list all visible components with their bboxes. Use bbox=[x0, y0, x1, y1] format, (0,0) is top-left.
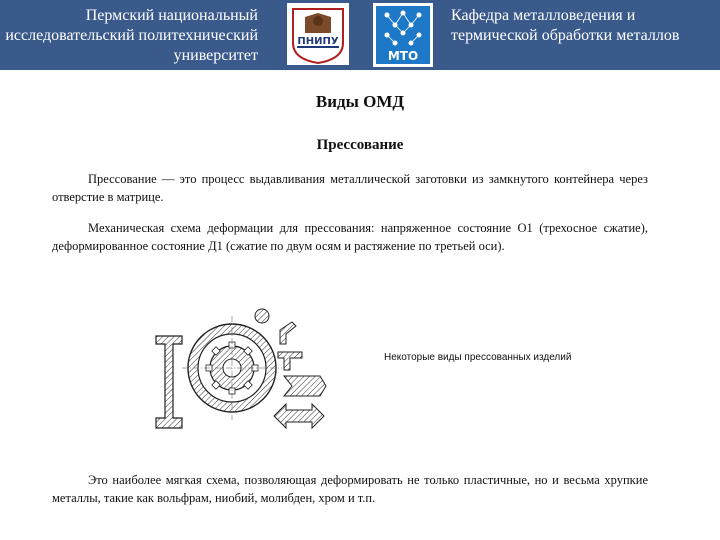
slide-subtitle: Прессование bbox=[316, 137, 404, 153]
pressed-products-figure bbox=[152, 296, 332, 446]
department-name: Кафедра металловедения и термической обработки металлов bbox=[451, 7, 680, 44]
chevron-profile bbox=[284, 376, 326, 396]
department-logo-icon bbox=[373, 3, 433, 67]
slide-title: Виды ОМД bbox=[315, 92, 405, 111]
figure-caption: Некоторые виды прессованных изделий bbox=[384, 352, 572, 363]
header-bar bbox=[0, 0, 720, 70]
university-name: Пермский национальный исследовательский политехнический университет bbox=[5, 7, 258, 64]
arrow-profile bbox=[274, 404, 324, 428]
conclusion-paragraph: Это наиболее мягкая схема, позволяющая деформировать не только пластичные, но и весьма хрупкие металлы, такие как вольфрам, ниобий, молибден, хром и т.п. bbox=[52, 473, 648, 505]
svg-text:МТО: МТО bbox=[387, 49, 419, 63]
university-logo-icon bbox=[287, 3, 349, 65]
svg-text:ПНИПУ: ПНИПУ bbox=[297, 36, 339, 47]
i-beam-profile bbox=[156, 336, 182, 428]
tube-profile bbox=[182, 316, 282, 420]
definition-paragraph: Прессование — это процесс выдавливания металлической заготовки из замкнутого контейнера через отверстие в матрице. bbox=[52, 172, 648, 204]
scheme-paragraph: Механическая схема деформации для прессования: напряженное состояние О1 (трехосное сжатие), деформированное состояние Д1 (сжатие по двум осям и растяжение по третьей оси). bbox=[52, 221, 648, 253]
